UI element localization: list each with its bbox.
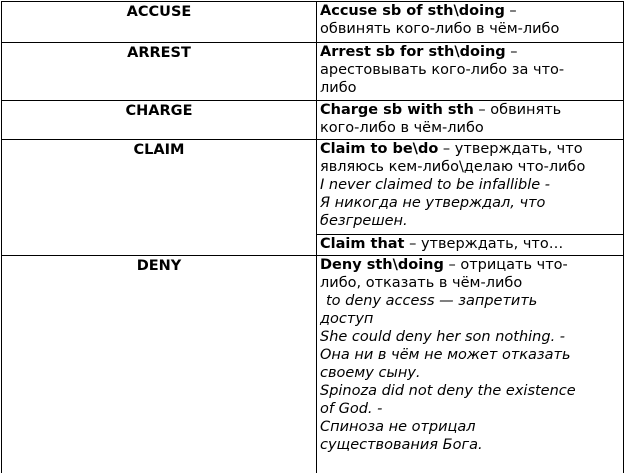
definition-claim-line-2: являюсь кем-либо\делаю что-либо (320, 159, 586, 175)
pattern-arrest: Arrest sb for sth\doing (320, 44, 506, 60)
definition-deny-line-2: либо, отказать в чём-либо (320, 275, 523, 291)
word-cell-claim (2, 140, 317, 256)
word-cell-accuse (2, 2, 317, 43)
example-deny-9: существования Бога. (320, 437, 483, 453)
table-row-claim (2, 140, 624, 235)
vocabulary-table (1, 1, 624, 473)
example-deny-6: Spinoza did not deny the existence (320, 383, 576, 399)
example-deny-3: She could deny her son nothing. - (320, 329, 566, 345)
table-row-charge (2, 101, 624, 140)
definition-cell-arrest (317, 43, 624, 101)
definition-cell-accuse (317, 2, 624, 43)
word-arrest: ARREST (127, 45, 191, 61)
definition-accuse-line-1: Accuse sb of sth\doing – (320, 3, 517, 19)
word-accuse: ACCUSE (126, 4, 192, 20)
pattern-claim: Claim to be\do (320, 141, 439, 157)
definition-claim-that-line-1: Claim that – утверждать, что… (320, 236, 564, 252)
definition-arrest-line-3: либо (320, 80, 357, 96)
table-row-accuse (2, 2, 624, 43)
example-claim-2: Я никогда не утверждал, что (320, 195, 546, 211)
table-row-deny (2, 256, 624, 473)
definition-charge-line-2: кого-либо в чём-либо (320, 120, 484, 136)
definition-deny-line-1: Deny sth\doing – отрицать что- (320, 257, 568, 273)
example-deny-2: доступ (320, 311, 374, 327)
pattern-claim-that: Claim that (320, 236, 405, 252)
definition-arrest-line-2: арестовывать кого-либо за что- (320, 62, 565, 78)
pattern-charge: Charge sb with sth (320, 102, 474, 118)
definition-cell-deny (317, 256, 624, 473)
example-deny-7: of God. - (320, 401, 383, 417)
example-deny-4: Она ни в чём не может отказать (320, 347, 571, 363)
definition-arrest-line-1: Arrest sb for sth\doing – (320, 44, 518, 60)
definition-cell-claim-that (317, 235, 624, 256)
pattern-accuse: Accuse sb of sth\doing (320, 3, 505, 19)
word-cell-deny (2, 256, 317, 473)
definition-accuse-line-2: обвинять кого-либо в чём-либо (320, 21, 560, 37)
example-claim-3: безгрешен. (320, 213, 408, 229)
word-cell-arrest (2, 43, 317, 101)
word-charge: CHARGE (125, 103, 193, 119)
definition-charge-line-1: Charge sb with sth – обвинять (320, 102, 562, 118)
word-cell-charge (2, 101, 317, 140)
definition-cell-claim (317, 140, 624, 235)
word-claim: CLAIM (133, 142, 185, 158)
definition-claim-line-1: Claim to be\do – утверждать, что (320, 141, 583, 157)
pattern-deny: Deny sth\doing (320, 257, 444, 273)
definition-cell-charge (317, 101, 624, 140)
word-deny: DENY (136, 258, 182, 274)
table-row-arrest (2, 43, 624, 101)
example-deny-8: Спиноза не отрицал (320, 419, 476, 435)
example-claim-1: I never claimed to be infallible - (320, 177, 551, 193)
example-deny-5: своему сыну. (320, 365, 421, 381)
example-deny-1: to deny access — запретить (326, 293, 538, 309)
